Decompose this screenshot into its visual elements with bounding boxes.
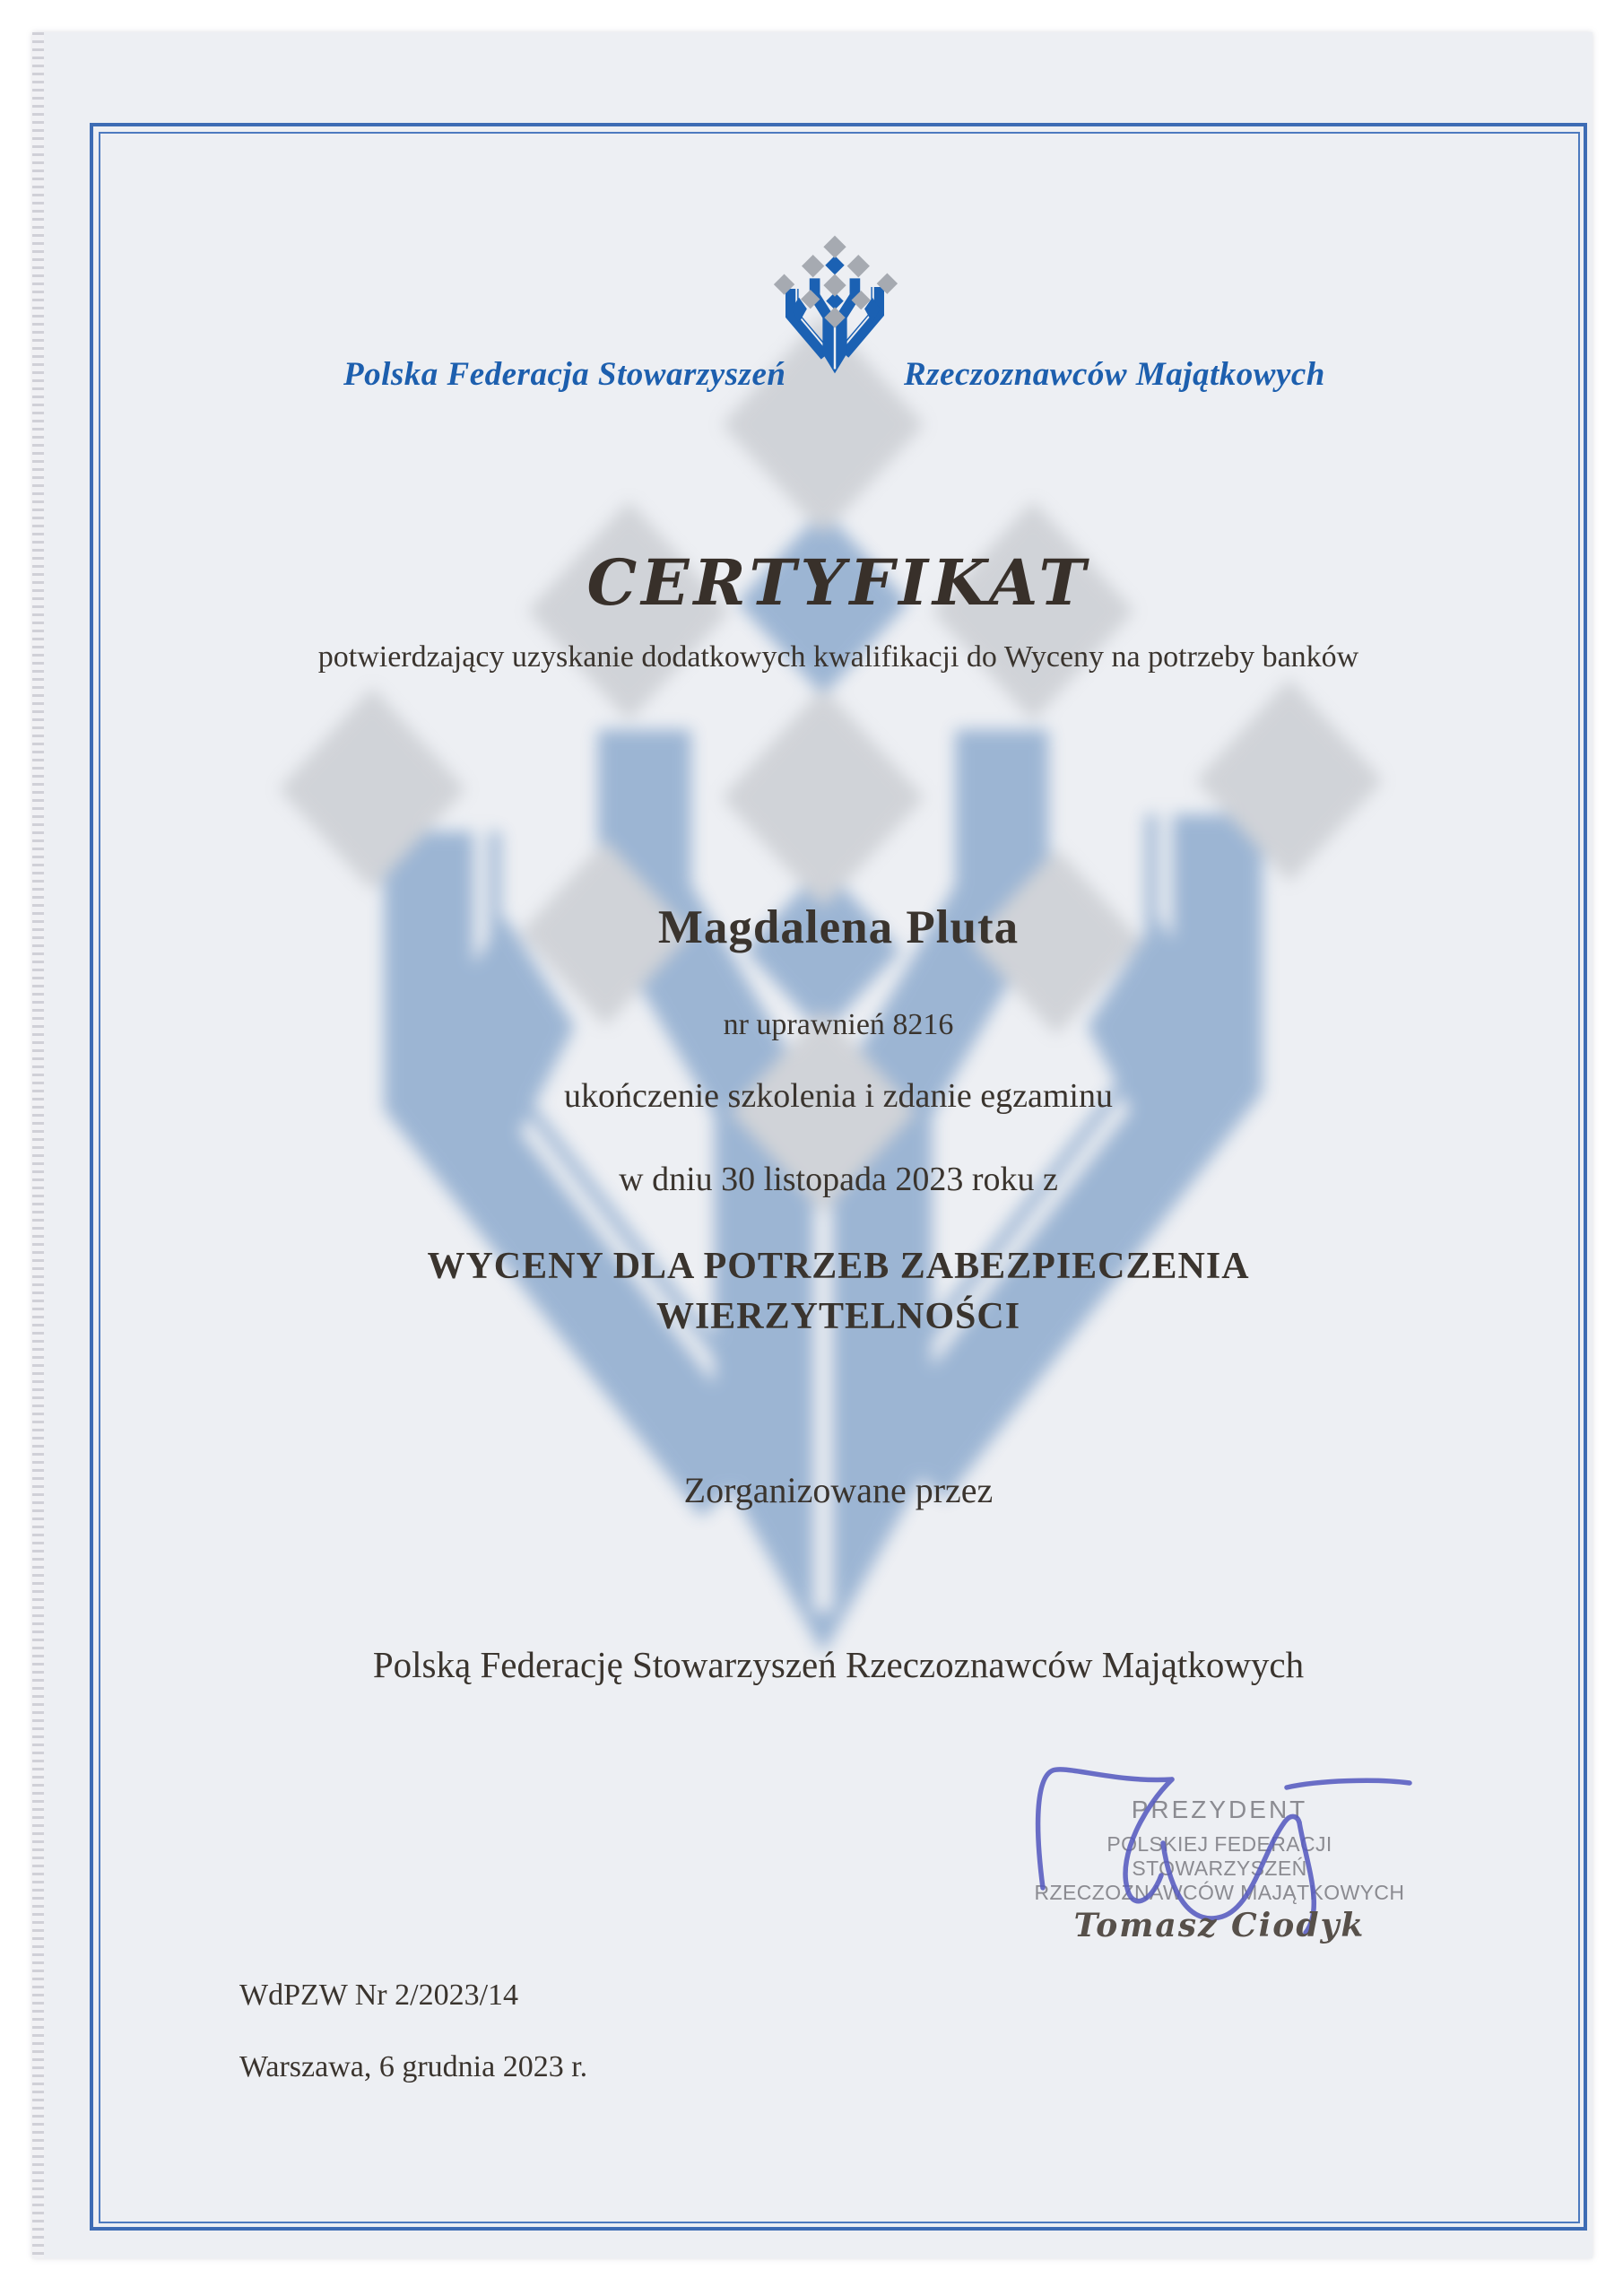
signer-name: Tomasz Ciodyk <box>1073 1907 1366 1944</box>
course-title-line1: WYCENY DLA POTRZEB ZABEZPIECZENIA <box>427 1246 1250 1287</box>
recipient-license-number: nr uprawnień 8216 <box>723 1008 954 1041</box>
recipient-name: Magdalena Pluta <box>657 901 1020 953</box>
certificate-subtitle: potwierdzający uzyskanie dodatkowych kwalifikacji do Wyceny na potrzeby banków <box>317 640 1359 674</box>
stamp-org-line2: RZECZOZNAWCÓW MAJĄTKOWYCH <box>1034 1881 1405 1904</box>
organizer-name: Polską Federację Stowarzyszeń Rzeczoznawców Majątkowych <box>372 1644 1305 1685</box>
org-name-left: Polska Federacja Stowarzyszeń <box>343 356 786 393</box>
stamp-title: PREZYDENT <box>1131 1796 1308 1823</box>
achievement-line: ukończenie szkolenia i zdanie egzaminu <box>564 1077 1113 1115</box>
exam-date-line: w dniu 30 listopada 2023 roku z <box>619 1161 1058 1198</box>
stamp-org-line1: POLSKIEJ FEDERACJI STOWARZYSZEŃ <box>1107 1832 1332 1880</box>
pfsrm-logo-icon <box>769 230 900 380</box>
scan-torn-edge <box>32 32 44 2258</box>
certificate-number: WdPZW Nr 2/2023/14 <box>239 1979 519 2012</box>
certificate-title: CERTYFIKAT <box>586 545 1090 620</box>
organized-by-label: Zorganizowane przez <box>683 1470 994 1510</box>
org-name-right: Rzeczoznawców Majątkowych <box>904 356 1325 393</box>
course-title <box>90 1241 1587 1342</box>
course-title-line2: WIERZYTELNOŚCI <box>655 1296 1021 1337</box>
place-and-date: Warszawa, 6 grudnia 2023 r. <box>239 2050 588 2083</box>
